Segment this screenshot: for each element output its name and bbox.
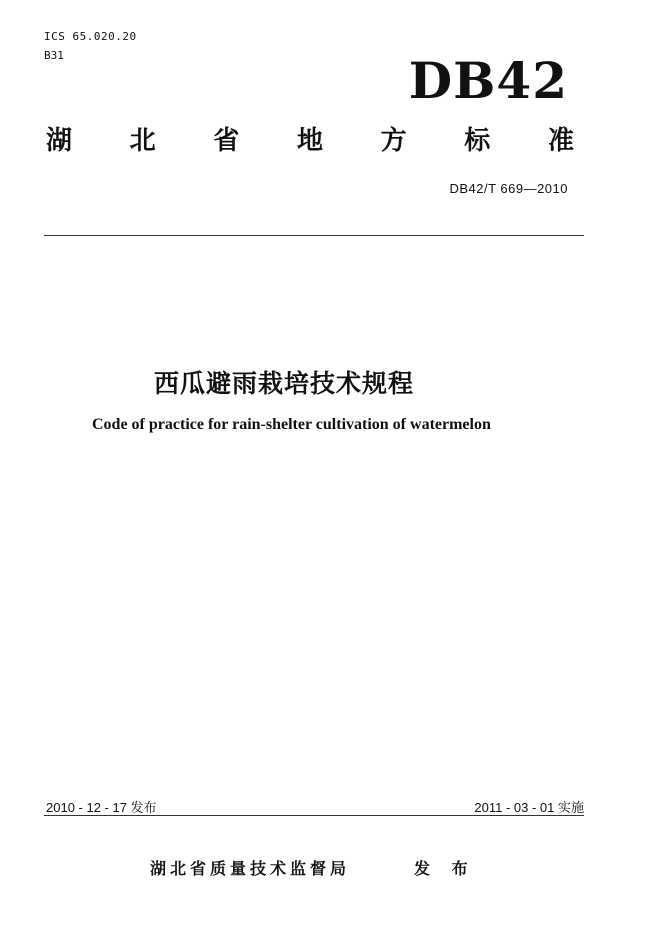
ics-code: ICS 65.020.20 (44, 30, 137, 43)
heading-char: 省 (213, 126, 240, 156)
implement-date: 2011 - 03 - 01 实施 (474, 800, 584, 815)
release-date: 2010 - 12 - 17 发布 (46, 800, 157, 815)
heading-char: 准 (547, 126, 574, 156)
ccs-code: B31 (44, 49, 64, 62)
heading-char: 湖 (46, 126, 73, 156)
top-divider (44, 235, 584, 236)
heading-char: 北 (129, 126, 156, 156)
heading-char: 标 (464, 126, 491, 156)
bottom-divider (44, 815, 584, 816)
standard-logo: DB42 (408, 51, 568, 110)
issuing-authority: 湖北省质量技术监督局 (150, 859, 351, 878)
heading-char: 地 (296, 126, 323, 156)
document-title-en: Code of practice for rain-shelter cultivation of watermelon (92, 416, 491, 433)
issue-label: 发 布 (414, 859, 476, 878)
standard-type-heading (46, 128, 574, 154)
heading-char: 方 (380, 126, 407, 156)
document-title-zh: 西瓜避雨栽培技术规程 (154, 369, 415, 398)
standard-number: DB42/T 669—2010 (449, 181, 568, 196)
